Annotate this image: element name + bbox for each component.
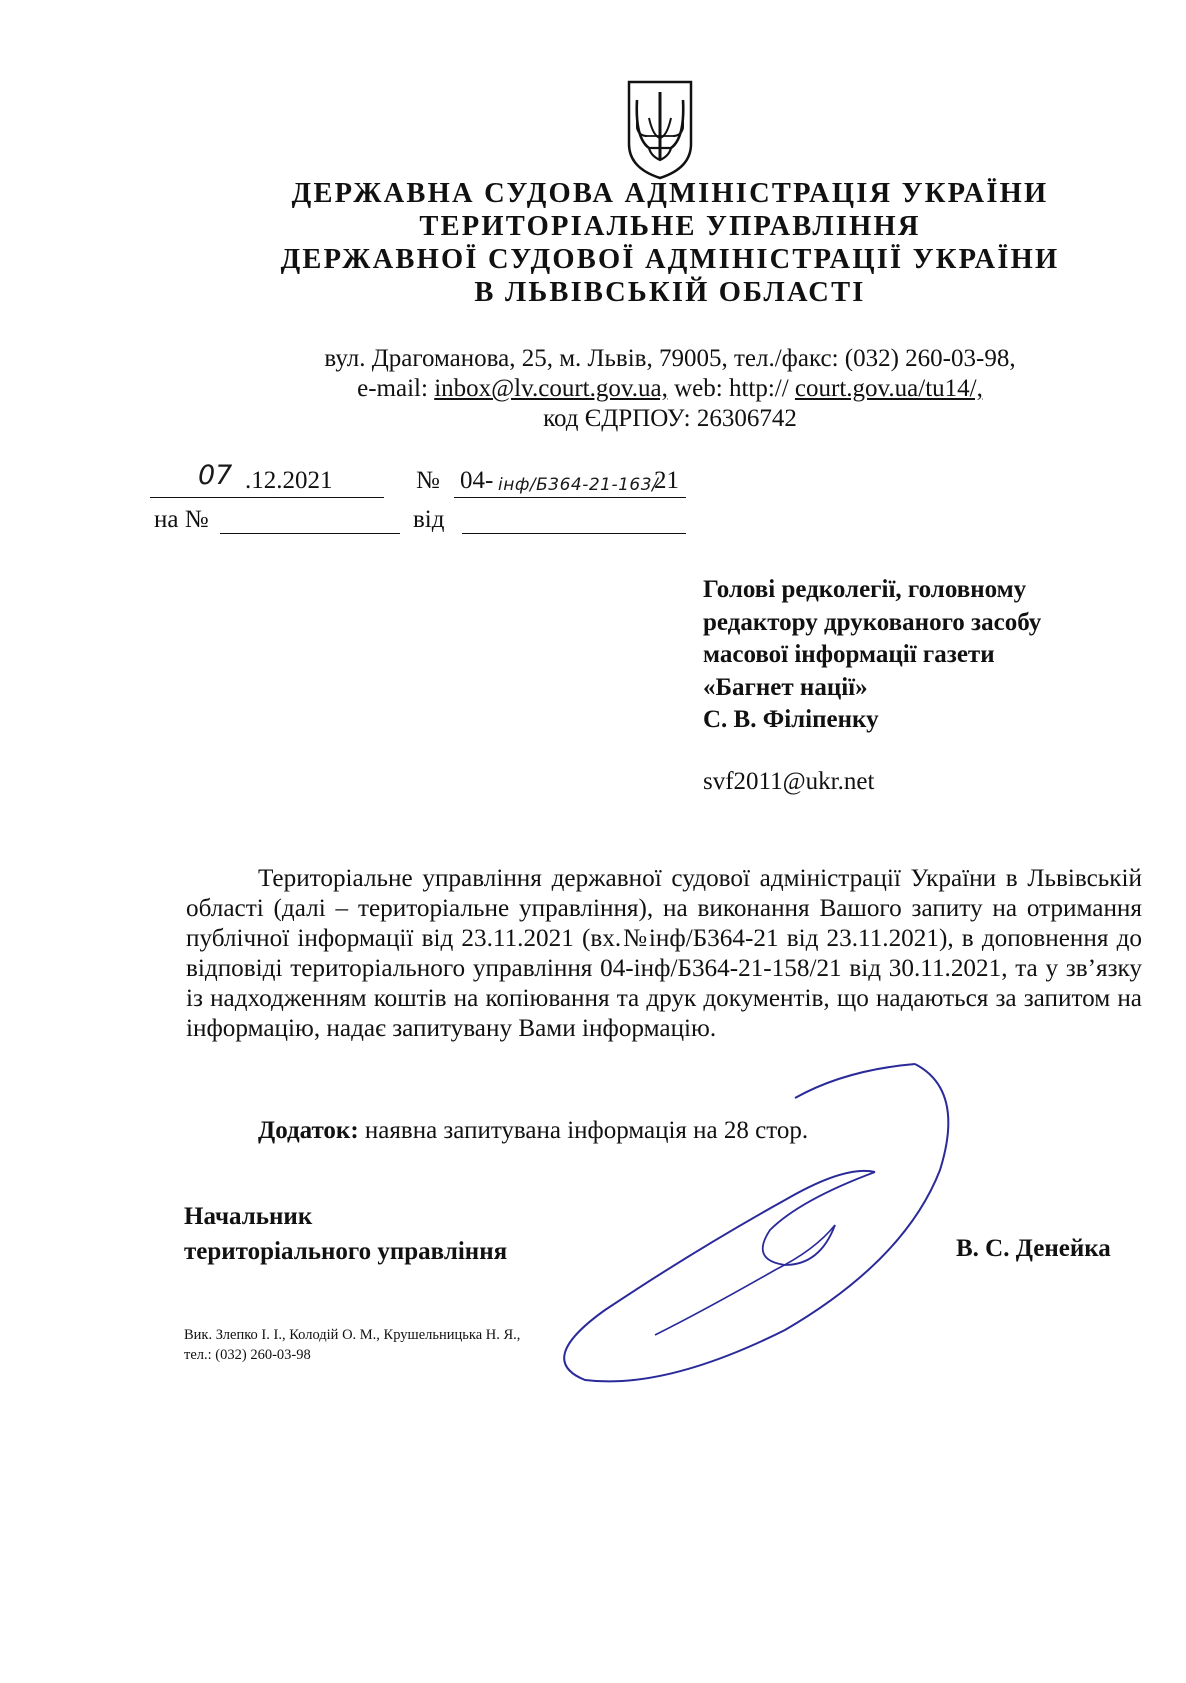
org-title-line-2: ТЕРИТОРІАЛЬНЕ УПРАВЛІННЯ <box>419 211 921 242</box>
org-title-line-4: В ЛЬВІВСЬКІЙ ОБЛАСТІ <box>474 277 866 308</box>
address-line: вул. Драгоманова, 25, м. Львів, 79005, тел./факс: (032) 260-03-98, <box>324 345 1016 372</box>
recipient-line-4: «Багнет нації» <box>703 673 868 701</box>
body-paragraph <box>186 864 1142 1044</box>
reference-number-blank <box>220 503 400 534</box>
reference-date-label: від <box>413 506 445 533</box>
handwritten-signature <box>545 1060 995 1400</box>
signatory-position <box>184 1199 507 1269</box>
recipient-line-2: редактору друкованого засобу <box>703 608 1042 636</box>
recipient-name: С. В. Філіпенку <box>703 706 879 733</box>
body-text: Територіальне управління державної судової адміністрації України в Львівській області (далі – територіальне управління), на виконання Вашого запиту на отримання публічної інформації від 23.11.2021 (вх.№інф/Б364-21 від 23.11.2021), в доповнення до відповіді територіального управління 04-інф/Б364-21-158/21 від 30.11.2021, та у зв’язку із надходженням коштів на копіювання та друк документів, що надаються за запитом на інформацію, надає запитувану Вами інформацію. <box>186 865 1142 1042</box>
recipient-line-3: масової інформації газети <box>703 641 995 668</box>
position-line-2: територіального управління <box>184 1238 508 1265</box>
date-handwritten: 07 <box>198 460 233 491</box>
recipient-line-1: Голові редколегії, головному <box>703 576 1027 603</box>
edrpou-code: код ЄДРПОУ: 26306742 <box>543 405 797 432</box>
signatory-name: В. С. Денейка <box>956 1235 1111 1262</box>
number-suffix: 21 <box>654 467 679 494</box>
executor-phone: тел.: (032) 260-03-98 <box>184 1347 311 1363</box>
executor-note <box>184 1325 520 1365</box>
date-printed: .12.2021 <box>245 467 333 494</box>
recipient-email[interactable]: svf2011@ukr.net <box>703 768 875 795</box>
outgoing-date-field <box>150 460 384 498</box>
position-line-1: Начальник <box>184 1203 313 1230</box>
coat-of-arms-emblem <box>625 78 695 182</box>
recipient-block <box>703 574 1041 737</box>
org-title-line-1: ДЕРЖАВНА СУДОВА АДМІНІСТРАЦІЯ УКРАЇНИ <box>291 178 1049 209</box>
number-handwritten: інф/Б364-21-163/ <box>498 475 659 495</box>
contacts-line <box>150 374 1186 404</box>
appendix-label: Додаток: <box>258 1117 359 1144</box>
reference-date-blank <box>462 503 686 534</box>
executor-names: Вик. Злепко І. І., Колодій О. М., Крушельницька Н. Я., <box>184 1327 521 1343</box>
reference-number-label: на № <box>154 506 209 533</box>
number-label: № <box>416 467 440 494</box>
appendix-text: наявна запитувана інформація на 28 стор. <box>358 1117 809 1144</box>
outgoing-number-field <box>454 466 686 498</box>
web-label: web: http:// <box>667 375 795 402</box>
org-email-link[interactable]: inbox@lv.court.gov.ua, <box>434 375 668 402</box>
number-prefix: 04- <box>460 467 494 494</box>
org-title-line-3: ДЕРЖАВНОЇ СУДОВОЇ АДМІНІСТРАЦІЇ УКРАЇНИ <box>280 244 1060 275</box>
org-web-link[interactable]: court.gov.ua/tu14/, <box>794 375 983 402</box>
email-label: e-mail: <box>357 375 435 402</box>
